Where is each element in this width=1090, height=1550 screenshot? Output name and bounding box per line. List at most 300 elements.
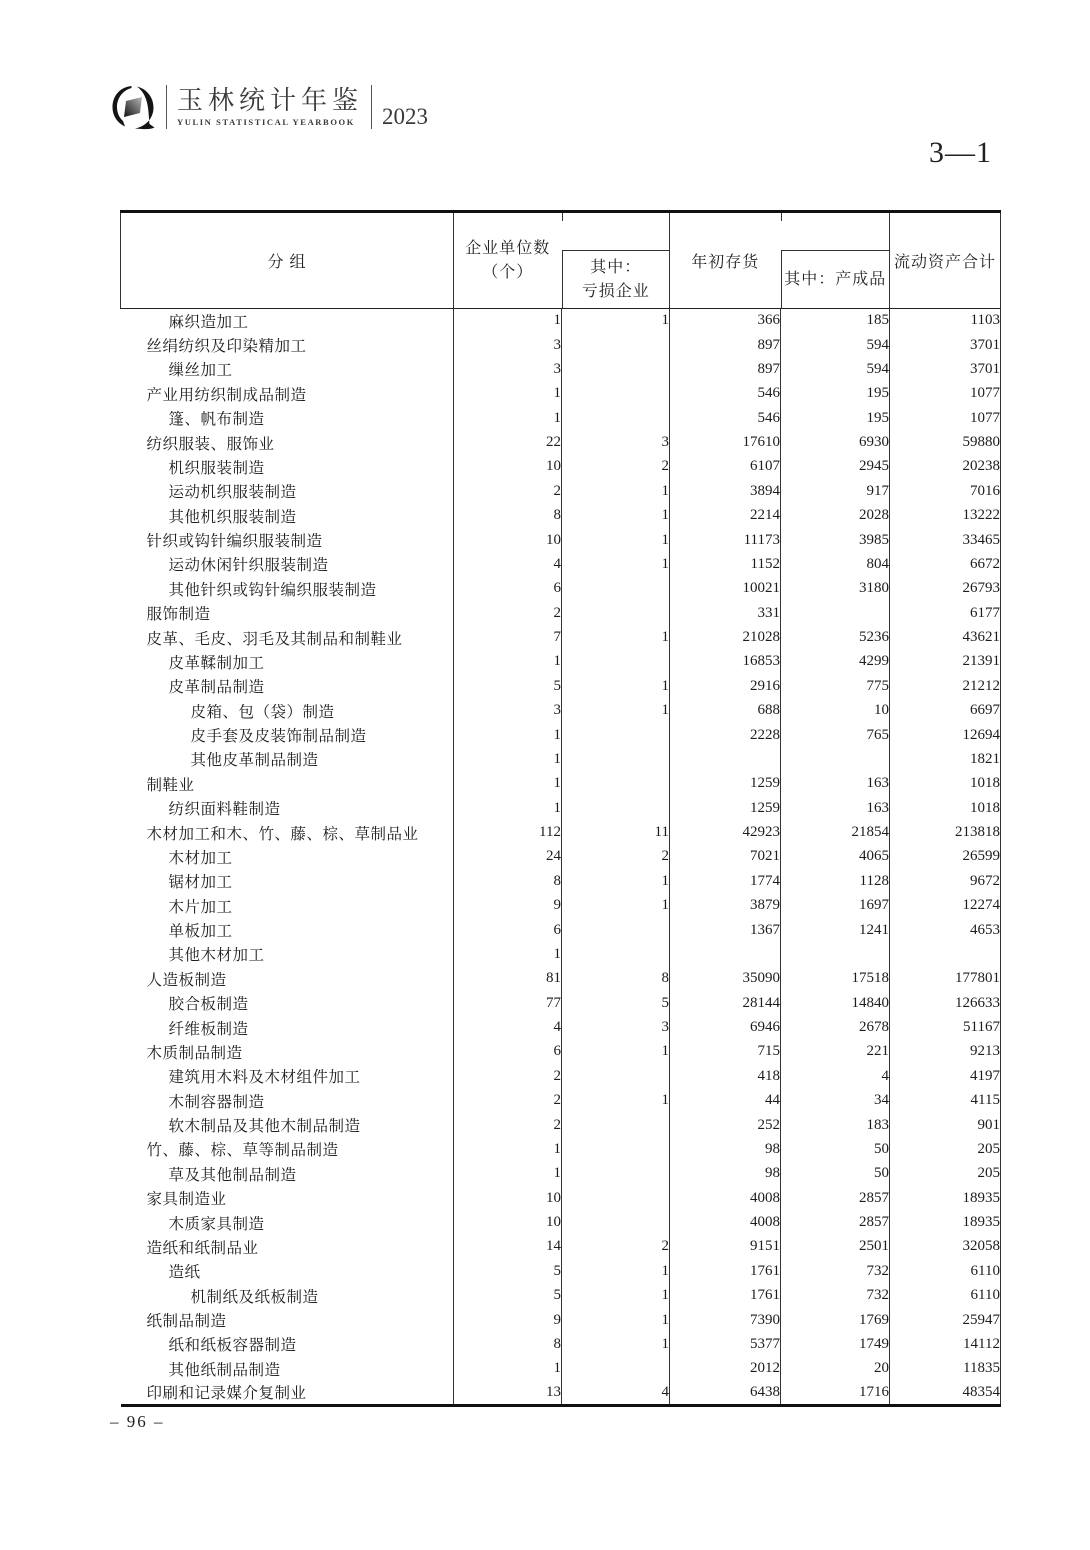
table-row <box>121 1162 1001 1186</box>
row-value: 1716 <box>781 1381 890 1405</box>
row-value: 4 <box>781 1064 890 1088</box>
row-value: 1 <box>454 1162 562 1186</box>
row-value: 13 <box>454 1381 562 1405</box>
row-category: 皮箱、包（袋）制造 <box>190 703 335 721</box>
row-value: 366 <box>670 309 781 333</box>
row-value: 2857 <box>781 1210 890 1234</box>
masthead-divider <box>166 85 167 129</box>
row-value: 3701 <box>890 357 1001 381</box>
row-value: 6110 <box>890 1259 1001 1283</box>
row-value <box>562 723 670 747</box>
row-value: 1 <box>562 625 670 649</box>
row-value: 688 <box>670 699 781 723</box>
row-category: 机织服装制造 <box>168 459 265 477</box>
row-category: 篷、帆布制造 <box>168 411 265 429</box>
col-header-loss-enterprises: 其中： 亏损企业 <box>562 212 670 309</box>
row-category: 丝绢纺织及印染精加工 <box>146 338 307 356</box>
row-value: 7 <box>454 625 562 649</box>
row-value: 252 <box>670 1113 781 1137</box>
row-value: 16853 <box>670 650 781 674</box>
row-value: 6110 <box>890 1284 1001 1308</box>
row-value <box>562 333 670 357</box>
table-row <box>121 1137 1001 1161</box>
row-value: 3701 <box>890 333 1001 357</box>
row-value: 9151 <box>670 1235 781 1259</box>
row-value: 4299 <box>781 650 890 674</box>
row-value: 26793 <box>890 577 1001 601</box>
row-value: 6438 <box>670 1381 781 1405</box>
row-value: 1 <box>454 406 562 430</box>
row-value: 3894 <box>670 479 781 503</box>
row-value: 1 <box>562 1332 670 1356</box>
row-value: 1 <box>454 1357 562 1381</box>
row-category: 纺织服装、服饰业 <box>146 435 275 453</box>
table-row <box>121 1259 1001 1283</box>
row-value: 18935 <box>890 1186 1001 1210</box>
table-number: 3—1 <box>929 136 992 169</box>
row-category: 产业用纺织制成品制造 <box>146 386 307 404</box>
yearbook-year: 2023 <box>382 104 429 129</box>
row-category: 胶合板制造 <box>168 996 249 1014</box>
row-value <box>562 1162 670 1186</box>
row-category: 建筑用木料及木材组件加工 <box>168 1069 361 1087</box>
row-value: 732 <box>781 1259 890 1283</box>
row-value: 1077 <box>890 382 1001 406</box>
row-category: 造纸 <box>168 1264 201 1282</box>
row-value: 21028 <box>670 625 781 649</box>
row-value: 1 <box>562 552 670 576</box>
row-value: 6946 <box>670 1015 781 1039</box>
row-value: 25947 <box>890 1308 1001 1332</box>
row-value: 1 <box>562 869 670 893</box>
row-value: 163 <box>781 796 890 820</box>
table-row <box>121 601 1001 625</box>
row-value: 594 <box>781 357 890 381</box>
row-value: 8 <box>562 967 670 991</box>
row-value: 2678 <box>781 1015 890 1039</box>
row-category: 木质家具制造 <box>168 1215 265 1233</box>
row-value: 98 <box>670 1137 781 1161</box>
row-value: 6 <box>454 918 562 942</box>
row-value: 1 <box>454 382 562 406</box>
row-value: 2214 <box>670 504 781 528</box>
table-row <box>121 1089 1001 1113</box>
table-row <box>121 967 1001 991</box>
row-value <box>781 747 890 771</box>
table-row <box>121 650 1001 674</box>
row-value: 5 <box>454 1259 562 1283</box>
row-value: 3 <box>454 699 562 723</box>
row-value: 12274 <box>890 894 1001 918</box>
row-category: 造纸和纸制品业 <box>146 1239 259 1257</box>
row-value <box>670 747 781 771</box>
row-value: 81 <box>454 967 562 991</box>
table-row <box>121 479 1001 503</box>
yearbook-title-cn: 玉林统计年鉴 <box>177 85 364 115</box>
row-value: 6672 <box>890 552 1001 576</box>
row-value: 1 <box>562 309 670 333</box>
row-value: 5 <box>454 674 562 698</box>
row-value: 2916 <box>670 674 781 698</box>
row-value: 1 <box>454 650 562 674</box>
table-row <box>121 845 1001 869</box>
row-category: 纺织面料鞋制造 <box>168 801 281 819</box>
row-value <box>562 918 670 942</box>
row-value <box>562 650 670 674</box>
table-row <box>121 894 1001 918</box>
statistics-table <box>120 210 1001 1407</box>
row-value: 2945 <box>781 455 890 479</box>
row-category: 针织或钩针编织服装制造 <box>146 533 323 551</box>
row-value: 1259 <box>670 772 781 796</box>
row-value: 50 <box>781 1137 890 1161</box>
row-value: 7016 <box>890 479 1001 503</box>
row-category: 木材加工 <box>168 849 233 867</box>
row-value: 10 <box>454 1186 562 1210</box>
row-value: 221 <box>781 1040 890 1064</box>
row-value: 4197 <box>890 1064 1001 1088</box>
row-value: 10 <box>781 699 890 723</box>
row-value: 1 <box>454 747 562 771</box>
row-value: 1774 <box>670 869 781 893</box>
row-value <box>562 357 670 381</box>
row-value <box>562 796 670 820</box>
row-value <box>562 1064 670 1088</box>
row-value: 3 <box>562 1015 670 1039</box>
col-header-beginning-inventory: 年初存货 <box>670 212 781 309</box>
row-category: 锯材加工 <box>168 874 233 892</box>
row-value: 1 <box>562 894 670 918</box>
row-value: 4008 <box>670 1186 781 1210</box>
table-body <box>121 309 1001 1406</box>
row-value <box>562 577 670 601</box>
row-value: 24 <box>454 845 562 869</box>
row-value: 775 <box>781 674 890 698</box>
row-value: 14112 <box>890 1332 1001 1356</box>
table-row <box>121 528 1001 552</box>
table-row <box>121 357 1001 381</box>
row-category: 其他纸制品制造 <box>168 1361 281 1379</box>
row-value: 1761 <box>670 1284 781 1308</box>
row-value: 32058 <box>890 1235 1001 1259</box>
row-value: 1367 <box>670 918 781 942</box>
row-value: 1077 <box>890 406 1001 430</box>
table-row <box>121 552 1001 576</box>
row-value: 5377 <box>670 1332 781 1356</box>
row-value: 10 <box>454 455 562 479</box>
row-category: 皮手套及皮装饰制品制造 <box>190 728 367 746</box>
row-value: 732 <box>781 1284 890 1308</box>
row-value: 44 <box>670 1089 781 1113</box>
row-value <box>562 942 670 966</box>
row-value: 11835 <box>890 1357 1001 1381</box>
table-row <box>121 747 1001 771</box>
row-category: 木片加工 <box>168 898 233 916</box>
row-value: 42923 <box>670 820 781 844</box>
table-header <box>121 212 1001 309</box>
table-row <box>121 1357 1001 1381</box>
row-value: 6930 <box>781 430 890 454</box>
row-value: 77 <box>454 991 562 1015</box>
row-value: 5 <box>562 991 670 1015</box>
row-value: 35090 <box>670 967 781 991</box>
table-row <box>121 1015 1001 1039</box>
row-value: 1761 <box>670 1259 781 1283</box>
row-value: 183 <box>781 1113 890 1137</box>
row-value: 1 <box>454 942 562 966</box>
table-row <box>121 1235 1001 1259</box>
row-value: 8 <box>454 504 562 528</box>
row-value: 20238 <box>890 455 1001 479</box>
row-value: 12694 <box>890 723 1001 747</box>
row-value <box>562 1137 670 1161</box>
row-value: 9 <box>454 894 562 918</box>
row-value: 11 <box>562 820 670 844</box>
row-value: 163 <box>781 772 890 796</box>
table-row <box>121 455 1001 479</box>
masthead <box>108 82 428 132</box>
row-value: 48354 <box>890 1381 1001 1405</box>
row-value: 21854 <box>781 820 890 844</box>
row-category: 印刷和记录媒介复制业 <box>146 1385 307 1403</box>
masthead-titles <box>177 87 363 127</box>
row-value: 1 <box>562 1308 670 1332</box>
row-value: 4065 <box>781 845 890 869</box>
row-value: 765 <box>781 723 890 747</box>
row-value: 2 <box>562 1235 670 1259</box>
row-value: 213818 <box>890 820 1001 844</box>
row-category: 其他针织或钩针编织服装制造 <box>168 581 377 599</box>
table-row <box>121 942 1001 966</box>
row-value: 546 <box>670 382 781 406</box>
row-value: 9213 <box>890 1040 1001 1064</box>
masthead-divider <box>371 85 372 129</box>
row-value: 2 <box>454 479 562 503</box>
row-value: 1103 <box>890 309 1001 333</box>
row-value: 195 <box>781 406 890 430</box>
row-value: 6697 <box>890 699 1001 723</box>
row-category: 木质制品制造 <box>146 1044 243 1062</box>
row-value: 6107 <box>670 455 781 479</box>
row-value: 9672 <box>890 869 1001 893</box>
row-value: 4008 <box>670 1210 781 1234</box>
row-value: 546 <box>670 406 781 430</box>
row-value: 2 <box>454 1113 562 1137</box>
row-value: 897 <box>670 357 781 381</box>
row-value <box>781 601 890 625</box>
row-value <box>562 1210 670 1234</box>
row-category: 其他皮革制品制造 <box>190 752 319 770</box>
row-value: 177801 <box>890 967 1001 991</box>
row-value: 897 <box>670 333 781 357</box>
row-value: 1 <box>562 674 670 698</box>
row-value: 6 <box>454 1040 562 1064</box>
row-value: 3 <box>562 430 670 454</box>
table-row <box>121 1381 1001 1405</box>
row-value <box>562 406 670 430</box>
table-row <box>121 333 1001 357</box>
row-value: 1128 <box>781 869 890 893</box>
row-value <box>562 601 670 625</box>
table-row <box>121 382 1001 406</box>
row-value: 34 <box>781 1089 890 1113</box>
col-header-group: 分 组 <box>121 212 454 309</box>
row-value: 1 <box>562 1284 670 1308</box>
row-value: 1 <box>454 796 562 820</box>
table-row <box>121 1332 1001 1356</box>
row-value <box>562 1357 670 1381</box>
row-value: 901 <box>890 1113 1001 1137</box>
row-value: 1 <box>562 1040 670 1064</box>
table-row <box>121 430 1001 454</box>
row-value: 1 <box>454 1137 562 1161</box>
row-category: 纤维板制造 <box>168 1020 249 1038</box>
row-value: 18935 <box>890 1210 1001 1234</box>
row-value: 2 <box>562 455 670 479</box>
row-value: 3879 <box>670 894 781 918</box>
row-category: 皮革制品制造 <box>168 679 265 697</box>
row-value: 33465 <box>890 528 1001 552</box>
row-value: 126633 <box>890 991 1001 1015</box>
table-row <box>121 1064 1001 1088</box>
row-value: 1821 <box>890 747 1001 771</box>
row-category: 其他机织服装制造 <box>168 508 297 526</box>
row-value: 2 <box>454 1064 562 1088</box>
row-value: 715 <box>670 1040 781 1064</box>
row-value: 5 <box>454 1284 562 1308</box>
row-category: 服饰制造 <box>146 606 211 624</box>
table-row <box>121 723 1001 747</box>
row-category: 草及其他制品制造 <box>168 1166 297 1184</box>
row-category: 其他木材加工 <box>168 947 265 965</box>
row-value: 1152 <box>670 552 781 576</box>
row-value: 1 <box>454 309 562 333</box>
row-category: 纸制品制造 <box>146 1313 227 1331</box>
table-row <box>121 674 1001 698</box>
table-row <box>121 796 1001 820</box>
row-value: 3180 <box>781 577 890 601</box>
row-value: 59880 <box>890 430 1001 454</box>
col-header-current-assets: 流动资产合计 <box>890 212 1001 309</box>
row-value: 14840 <box>781 991 890 1015</box>
row-value: 2501 <box>781 1235 890 1259</box>
row-value: 1 <box>562 504 670 528</box>
row-value: 26599 <box>890 845 1001 869</box>
row-value: 1769 <box>781 1308 890 1332</box>
table-row <box>121 772 1001 796</box>
row-value: 1697 <box>781 894 890 918</box>
row-value: 917 <box>781 479 890 503</box>
row-value: 51167 <box>890 1015 1001 1039</box>
row-value <box>890 942 1001 966</box>
row-category: 运动机织服装制造 <box>168 484 297 502</box>
row-category: 木制容器制造 <box>168 1093 265 1111</box>
row-value: 13222 <box>890 504 1001 528</box>
row-category: 人造板制造 <box>146 971 227 989</box>
row-value: 28144 <box>670 991 781 1015</box>
row-category: 麻织造加工 <box>168 313 249 331</box>
table-row <box>121 820 1001 844</box>
row-value: 331 <box>670 601 781 625</box>
row-value: 804 <box>781 552 890 576</box>
table-row <box>121 1210 1001 1234</box>
row-value: 98 <box>670 1162 781 1186</box>
row-value <box>562 1113 670 1137</box>
table-row <box>121 1040 1001 1064</box>
row-value: 22 <box>454 430 562 454</box>
row-value: 17610 <box>670 430 781 454</box>
row-value: 1 <box>454 772 562 796</box>
row-value: 1 <box>562 1089 670 1113</box>
row-category: 单板加工 <box>168 923 233 941</box>
row-value: 205 <box>890 1162 1001 1186</box>
row-value: 4 <box>562 1381 670 1405</box>
row-value: 2228 <box>670 723 781 747</box>
row-value: 1 <box>562 1259 670 1283</box>
row-value: 8 <box>454 1332 562 1356</box>
row-value: 9 <box>454 1308 562 1332</box>
row-value: 10 <box>454 528 562 552</box>
table-row <box>121 869 1001 893</box>
table-row <box>121 1113 1001 1137</box>
row-value: 1 <box>562 699 670 723</box>
table-row <box>121 625 1001 649</box>
row-value: 21391 <box>890 650 1001 674</box>
row-value: 3985 <box>781 528 890 552</box>
row-category: 运动休闲针织服装制造 <box>168 557 329 575</box>
row-value: 10021 <box>670 577 781 601</box>
row-category: 制鞋业 <box>146 776 195 794</box>
row-value: 1 <box>454 723 562 747</box>
row-value: 3 <box>454 357 562 381</box>
page-number: – 96 – <box>110 1412 165 1431</box>
row-value: 50 <box>781 1162 890 1186</box>
row-value <box>562 382 670 406</box>
row-value: 2 <box>454 601 562 625</box>
table-row <box>121 1186 1001 1210</box>
row-value: 6 <box>454 577 562 601</box>
row-value: 185 <box>781 309 890 333</box>
row-category: 木材加工和木、竹、藤、棕、草制品业 <box>146 825 419 843</box>
table-row <box>121 309 1001 333</box>
row-value: 2 <box>454 1089 562 1113</box>
table-row <box>121 918 1001 942</box>
row-value: 2857 <box>781 1186 890 1210</box>
row-value: 112 <box>454 820 562 844</box>
table-row <box>121 406 1001 430</box>
table-row <box>121 577 1001 601</box>
row-value: 5236 <box>781 625 890 649</box>
table-row <box>121 1284 1001 1308</box>
row-category: 皮革、毛皮、羽毛及其制品和制鞋业 <box>146 630 403 648</box>
row-value: 2 <box>562 845 670 869</box>
row-value: 195 <box>781 382 890 406</box>
row-category: 纸和纸板容器制造 <box>168 1337 297 1355</box>
table-row <box>121 991 1001 1015</box>
row-value <box>781 942 890 966</box>
row-value: 4115 <box>890 1089 1001 1113</box>
row-value: 418 <box>670 1064 781 1088</box>
table-row <box>121 1308 1001 1332</box>
row-value: 4653 <box>890 918 1001 942</box>
row-value: 7390 <box>670 1308 781 1332</box>
col-header-enterprise-units: 企业单位数 （个） <box>454 212 562 309</box>
row-value: 14 <box>454 1235 562 1259</box>
row-value: 2012 <box>670 1357 781 1381</box>
row-value: 20 <box>781 1357 890 1381</box>
row-value: 1018 <box>890 796 1001 820</box>
table-row <box>121 504 1001 528</box>
